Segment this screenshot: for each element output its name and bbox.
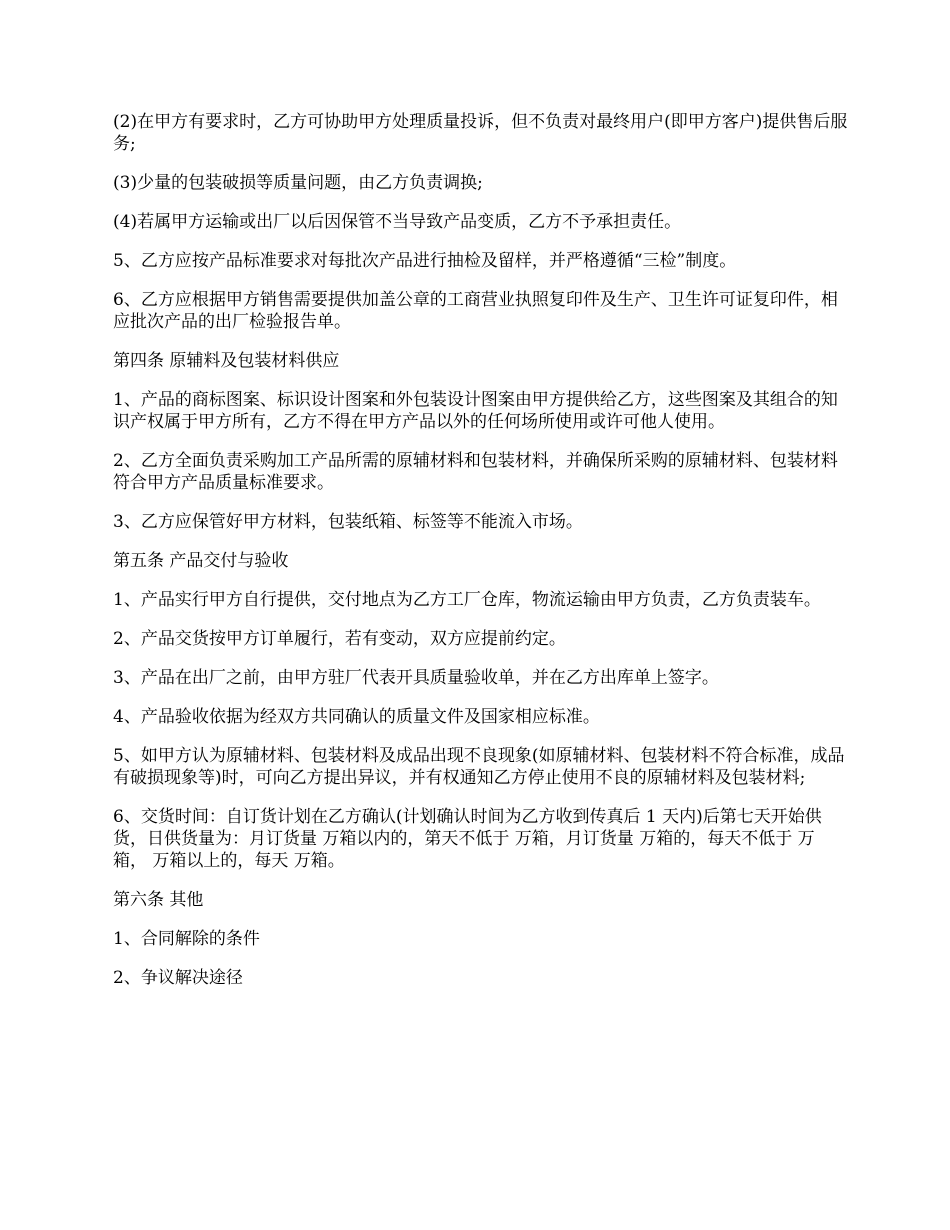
section-heading: 第四条 原辅料及包装材料供应 [113, 351, 340, 371]
clause-paragraph: 2、争议解决途径 [113, 968, 243, 988]
clause-paragraph: 2、乙方全面负责采购加工产品所需的原辅材料和包装材料，并确保所采购的原辅材料、包装材料符合甲方产品质量标准要求。 [113, 451, 838, 493]
clause-paragraph: 3、产品在出厂之前，由甲方驻厂代表开具质量验收单，并在乙方出库单上签字。 [113, 668, 719, 688]
clause-paragraph: 5、如甲方认为原辅材料、包装材料及成品出现不良现象(如原辅材料、包装材料不符合标准，成品有破损现象等)时，可向乙方提出异议，并有权通知乙方停止使用不良的原辅材料及包装材料; [113, 746, 845, 788]
clause-paragraph: 1、产品的商标图案、标识设计图案和外包装设计图案由甲方提供给乙方，这些图案及其组合的知识产权属于甲方所有，乙方不得在甲方产品以外的任何场所使用或许可他人使用。 [113, 390, 838, 432]
clause-paragraph: 2、产品交货按甲方订单履行，若有变动，双方应提前约定。 [113, 629, 566, 649]
section-heading: 第六条 其他 [113, 890, 204, 910]
clause-paragraph: (4)若属甲方运输或出厂以后因保管不当导致产品变质，乙方不予承担责任。 [113, 212, 682, 232]
clause-paragraph: 6、交货时间：自订货计划在乙方确认(计划确认时间为乙方收到传真后 1 天内)后第七天开始供货，日供货量为：月订货量 万箱以内的，第天不低于 万箱，月订货量 万箱的，每天不低于 万箱， 万箱以上的，每天 万箱。 [113, 807, 822, 871]
clause-paragraph: 4、产品验收依据为经双方共同确认的质量文件及国家相应标准。 [113, 707, 600, 727]
document-body [113, 111, 848, 1006]
clause-paragraph: (2)在甲方有要求时，乙方可协助甲方处理质量投诉，但不负责对最终用户(即甲方客户)提供售后服务; [113, 112, 848, 154]
section-heading: 第五条 产品交付与验收 [113, 551, 289, 571]
clause-paragraph: 6、乙方应根据甲方销售需要提供加盖公章的工商营业执照复印件及生产、卫生许可证复印件，相应批次产品的出厂检验报告单。 [113, 290, 838, 332]
clause-paragraph: (3)少量的包装破损等质量问题，由乙方负责调换; [113, 173, 483, 193]
clause-paragraph: 5、乙方应按产品标准要求对每批次产品进行抽检及留样，并严格遵循“三检”制度。 [113, 251, 737, 271]
clause-paragraph: 1、产品实行甲方自行提供，交付地点为乙方工厂仓库，物流运输由甲方负责，乙方负责装车。 [113, 590, 821, 610]
clause-paragraph: 1、合同解除的条件 [113, 929, 260, 949]
clause-paragraph: 3、乙方应保管好甲方材料，包装纸箱、标签等不能流入市场。 [113, 512, 583, 532]
